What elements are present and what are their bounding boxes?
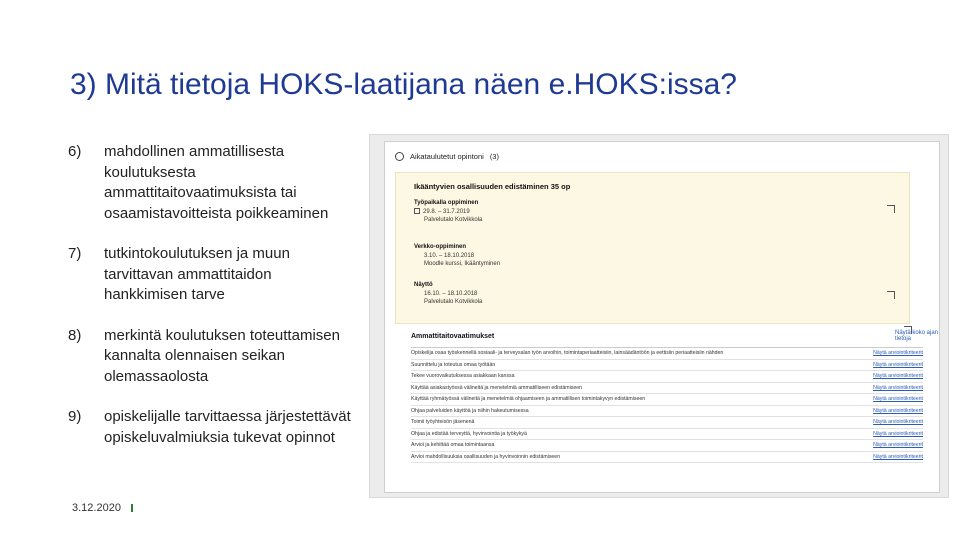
requirement-text: Ohjaa palveluiden käyttöä ja niihin hakeutumisessa bbox=[411, 407, 529, 414]
table-row bbox=[411, 360, 923, 372]
requirement-text: Käyttää ryhmätyössä välineitä ja menetelmiä ohjaamiseen ja ammatillisen toimintakyvyn edistämiseen bbox=[411, 396, 646, 403]
table-row bbox=[411, 452, 923, 464]
footer-date: 3.12.2020 bbox=[72, 502, 121, 514]
segment-place: Palvelutalo Kotvikkola bbox=[424, 217, 483, 223]
requirement-text: Ohjaa ja edistää terveyttä, hyvinvointia ja työkykyä bbox=[411, 430, 527, 437]
expand-icon[interactable] bbox=[887, 205, 895, 213]
calendar-icon bbox=[414, 208, 420, 214]
requirement-text: Arvioi ja kehittää omaa toimintaansa bbox=[411, 442, 495, 449]
table-row bbox=[411, 371, 923, 383]
criteria-link[interactable]: Näytä arviointikriteerit bbox=[873, 407, 923, 414]
list-item-text: merkintä koulutuksen toteuttamisen kannalta olennaisen seikan olemassaolosta bbox=[104, 326, 340, 385]
requirements-title: Ammattitaitovaatimukset bbox=[411, 333, 495, 340]
list-item-text: tutkintokoulutuksen ja muun tarvittavan ammattitaidon hankkimisen tarve bbox=[104, 245, 290, 303]
module-title: Ikääntyvien osallisuuden edistäminen 35 op bbox=[414, 182, 571, 191]
table-row bbox=[411, 417, 923, 429]
list-item-text: opiskelijalle tarvittaessa järjestettävät opiskeluvalmiuksia tukevat opinnot bbox=[104, 408, 351, 446]
scheduled-studies-panel bbox=[384, 141, 940, 493]
criteria-link[interactable]: Näytä arviointikriteerit bbox=[873, 350, 923, 357]
panel-header bbox=[395, 152, 499, 161]
table-row bbox=[411, 383, 923, 395]
requirement-text: Toimii työyhteisön jäsenenä bbox=[411, 419, 475, 426]
requirement-text: Suunnittelu ja toteutus omaa työtään bbox=[411, 361, 496, 368]
expand-icon[interactable] bbox=[904, 326, 912, 334]
content-list bbox=[68, 142, 368, 448]
slide-title: 3) Mitä tietoja HOKS-laatijana näen e.HOKS:issa? bbox=[70, 68, 737, 101]
segment-date: 3.10. – 18.10.2018 bbox=[424, 252, 475, 259]
criteria-link[interactable]: Näytä arviointikriteerit bbox=[873, 442, 923, 449]
list-item bbox=[68, 244, 368, 306]
table-row bbox=[411, 440, 923, 452]
segment-label: Näyttö bbox=[414, 282, 433, 288]
table-row bbox=[411, 429, 923, 441]
list-item-number: 8) bbox=[68, 326, 82, 344]
requirements-table bbox=[411, 347, 923, 463]
criteria-link[interactable]: Näytä arviointikriteerit bbox=[873, 373, 923, 380]
requirement-text: Käyttää asiakastyössä välineitä ja menetelmiä ammatilliseen edistämiseen bbox=[411, 384, 582, 391]
segment-place: Moodle kurssi, Ikääntyminen bbox=[424, 261, 501, 267]
criteria-link[interactable]: Näytä arviointikriteerit bbox=[873, 419, 923, 426]
list-item bbox=[68, 326, 368, 388]
list-item-number: 6) bbox=[68, 143, 82, 160]
criteria-link[interactable]: Näytä arviointikriteerit bbox=[873, 430, 923, 437]
requirement-text: Tekee vuorovaikutuksessa asiakkaan kanssa bbox=[411, 373, 515, 380]
footer-divider bbox=[131, 504, 133, 512]
segment-demonstration bbox=[414, 281, 482, 307]
embedded-screenshot bbox=[369, 134, 949, 498]
requirement-text: Opiskelija osaa työskennellä sosiaali- ja terveysalan työn arvoihin, toimintaperiaatteisiin, lainsäädäntöön ja eettisiin periaatteisiin nähden bbox=[411, 350, 724, 357]
table-row bbox=[411, 394, 923, 406]
segment-place: Palvelutalo Kotvikkola bbox=[424, 299, 483, 305]
module-card bbox=[395, 172, 910, 324]
segment-workplace bbox=[414, 199, 482, 225]
requirements-expand-link[interactable]: Näytä koko ajan tietoja bbox=[895, 330, 939, 342]
list-item-text: mahdollinen ammatillisesta koulutuksesta ammattitaitovaatimuksista tai osaamistavoitteista poikkeaminen bbox=[104, 143, 329, 222]
clock-icon bbox=[395, 152, 404, 161]
segment-label: Työpaikalla oppiminen bbox=[414, 200, 479, 206]
criteria-link[interactable]: Näytä arviointikriteerit bbox=[873, 453, 923, 460]
panel-header-count: (3) bbox=[489, 152, 499, 161]
list-item-number: 9) bbox=[68, 408, 82, 425]
list-item-number: 7) bbox=[68, 245, 82, 262]
expand-icon[interactable] bbox=[887, 291, 895, 299]
criteria-link[interactable]: Näytä arviointikriteerit bbox=[873, 361, 923, 368]
segment-date: 16.10. – 18.10.2018 bbox=[424, 290, 478, 297]
list-item bbox=[68, 407, 368, 448]
requirement-text: Arvioi mahdollisuuksia osallisuuden ja hyvinvoinnin edistämiseen bbox=[411, 453, 561, 460]
criteria-link[interactable]: Näytä arviointikriteerit bbox=[873, 384, 923, 391]
list-item bbox=[68, 142, 368, 224]
segment-online bbox=[414, 243, 500, 269]
table-row bbox=[411, 348, 923, 360]
criteria-link[interactable]: Näytä arviointikriteerit bbox=[873, 396, 923, 403]
panel-header-title: Aikataulutetut opintoni bbox=[410, 152, 484, 161]
segment-label: Verkko-oppiminen bbox=[414, 244, 467, 250]
table-row bbox=[411, 406, 923, 418]
segment-date: 29.8. – 31.7.2019 bbox=[423, 208, 470, 215]
